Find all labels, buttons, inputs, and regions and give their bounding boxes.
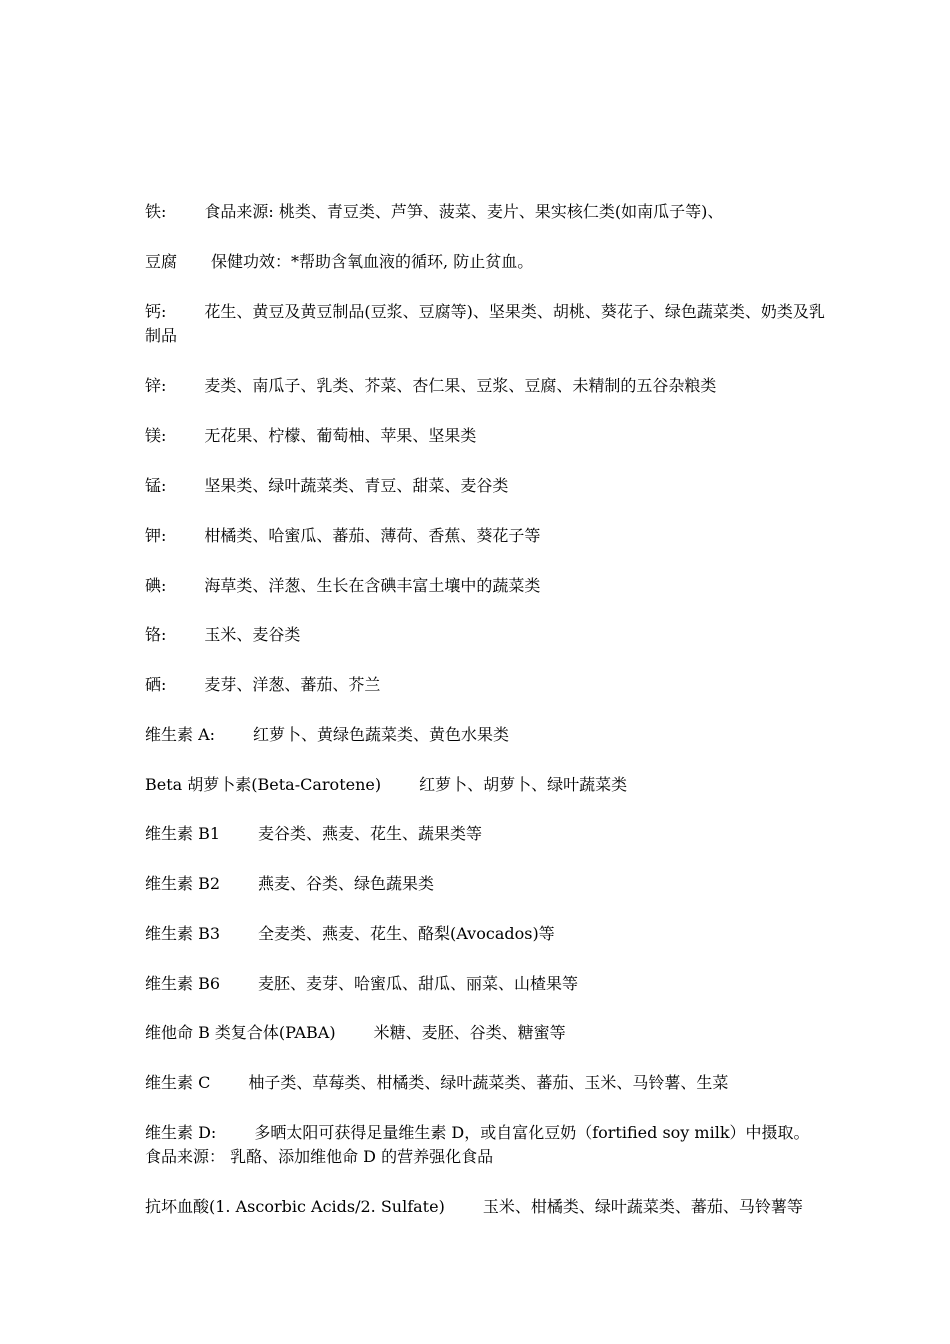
- label-tofu: 豆腐: [145, 252, 178, 271]
- text-chromium: 玉米、麦谷类: [204, 625, 301, 644]
- line-beta-carotene: [145, 773, 820, 797]
- line-calcium: [145, 300, 825, 348]
- line-magnesium: [145, 424, 820, 448]
- label-vitamin-b3: 维生素 B3: [145, 924, 221, 943]
- text-vitamin-b6: 麦胚、麦芽、哈蜜瓜、甜瓜、丽菜、山楂果等: [258, 974, 579, 993]
- line-ascorbic-acid: [145, 1195, 820, 1219]
- line-vitamin-b1: [145, 822, 820, 846]
- line-iron: [145, 200, 820, 224]
- label-vitamin-b-complex: 维他命 B 类复合体(PABA): [145, 1023, 336, 1042]
- text-vitamin-b2: 燕麦、谷类、绿色蔬果类: [258, 874, 435, 893]
- line-zinc: [145, 374, 820, 398]
- label-vitamin-a: 维生素 A:: [145, 725, 216, 744]
- text-iodine: 海草类、洋葱、生长在含碘丰富土壤中的蔬菜类: [204, 576, 541, 595]
- label-vitamin-c: 维生素 C: [145, 1073, 211, 1092]
- text-potassium: 柑橘类、哈蜜瓜、蕃茄、薄荷、香蕉、葵花子等: [204, 526, 541, 545]
- line-iodine: [145, 574, 820, 598]
- label-iron: 铁:: [145, 202, 167, 221]
- text-tofu: 保健功效：*帮助含氧血液的循环, 防止贫血。: [211, 252, 534, 271]
- text-vitamin-b3: 全麦类、燕麦、花生、酪梨(Avocados)等: [258, 924, 555, 943]
- text-vitamin-b-complex: 米糖、麦胚、谷类、糖蜜等: [373, 1023, 566, 1042]
- label-magnesium: 镁:: [145, 426, 167, 445]
- line-potassium: [145, 524, 820, 548]
- label-selenium: 硒:: [145, 675, 167, 694]
- line-vitamin-b6: [145, 972, 820, 996]
- line-selenium: [145, 673, 820, 697]
- text-vitamin-c: 柚子类、草莓类、柑橘类、绿叶蔬菜类、蕃茄、玉米、马铃薯、生菜: [248, 1073, 729, 1092]
- line-vitamin-b3: [145, 922, 820, 946]
- label-vitamin-b1: 维生素 B1: [145, 824, 221, 843]
- line-vitamin-d: [145, 1121, 820, 1169]
- text-calcium: 花生、黄豆及黄豆制品(豆浆、豆腐等)、坚果类、胡桃、葵花子、绿色蔬菜类、奶类及乳: [204, 302, 825, 321]
- line-vitamin-c: [145, 1071, 820, 1095]
- line-vitamin-b2: [145, 872, 820, 896]
- text-vitamin-a: 红萝卜、黄绿色蔬菜类、黄色水果类: [253, 725, 510, 744]
- text-iron: 食品来源: 桃类、青豆类、芦笋、菠菜、麦片、果实核仁类(如南瓜子等)、: [204, 202, 724, 221]
- text-vitamin-b1: 麦谷类、燕麦、花生、蔬果类等: [258, 824, 483, 843]
- line-chromium: [145, 623, 820, 647]
- text-selenium: 麦芽、洋葱、蕃茄、芥兰: [204, 675, 381, 694]
- label-iodine: 碘:: [145, 576, 167, 595]
- label-manganese: 锰:: [145, 476, 167, 495]
- label-vitamin-b2: 维生素 B2: [145, 874, 221, 893]
- line-manganese: [145, 474, 820, 498]
- label-chromium: 铬:: [145, 625, 167, 644]
- line-vitamin-a: [145, 723, 820, 747]
- text-beta-carotene: 红萝卜、胡萝卜、绿叶蔬菜类: [419, 775, 628, 794]
- text-ascorbic-acid: 玉米、柑橘类、绿叶蔬菜类、蕃茄、马铃薯等: [482, 1197, 803, 1216]
- label-vitamin-d: 维生素 D:: [145, 1123, 217, 1142]
- text-zinc: 麦类、南瓜子、乳类、芥菜、杏仁果、豆浆、豆腐、未精制的五谷杂粮类: [204, 376, 717, 395]
- text-manganese: 坚果类、绿叶蔬菜类、青豆、甜菜、麦谷类: [204, 476, 509, 495]
- label-calcium: 钙:: [145, 302, 167, 321]
- label-zinc: 锌:: [145, 376, 167, 395]
- label-potassium: 钾:: [145, 526, 167, 545]
- label-ascorbic-acid: 抗坏血酸(1. Ascorbic Acids/2. Sulfate): [145, 1197, 445, 1216]
- text-vitamin-d: 多晒太阳可获得足量维生素 D，或自富化豆奶（fortified soy milk）中摄取。: [254, 1123, 810, 1142]
- text-vitamin-d-sources: 食品来源： 乳酪、添加维他命 D 的营养强化食品: [145, 1147, 494, 1166]
- line-vitamin-b-complex: [145, 1021, 820, 1045]
- text-magnesium: 无花果、柠檬、葡萄柚、苹果、坚果类: [204, 426, 477, 445]
- label-beta-carotene: Beta 胡萝卜素(Beta-Carotene): [145, 775, 382, 794]
- line-tofu: [145, 250, 820, 274]
- text-calcium-cont: 制品: [145, 326, 178, 345]
- label-vitamin-b6: 维生素 B6: [145, 974, 221, 993]
